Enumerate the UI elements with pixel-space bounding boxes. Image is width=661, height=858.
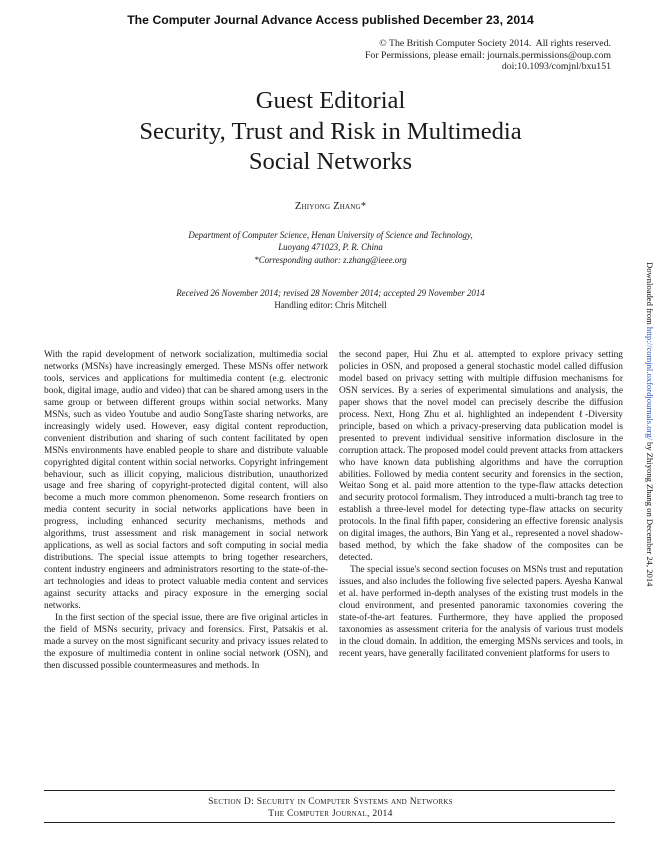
copyright-notice: © The British Computer Society 2014. All rights reserved. For Permissions, please email: journals.permissions@oup.com doi:10.1093/comjnl/bxu151 (364, 38, 611, 72)
paragraph: the second paper, Hui Zhu et al. attempted to explore privacy setting policies in OSN, and proposed a general stochastic model called diffusion model based on privacy setting with multiple diffusion mechanisms for OSN services. By a series of experimental simulations and analysis, the paper shows that the novel model can precisely describe the diffusion process. Next, Hong Zhu et al. highlighted an independent ℓ-Diversity principle, based on which a privacy-preserving data publication model is presented to prevent individual sensitive information disclosure in the corruption attack. The proposed model could prevent attacks from attackers who have known data publishing algorithms and have the corruption abilities. Followed by media content security and forensics in the section, Weitao Song et al. paid more attention to the type-flaw attacks detection and security protocol formalism. They introduced a multi-branch tag tree to establish a three-level model for detecting type-flaw attacks on security protocols. In the final fifth paper, considering an effective forensic analysis on digital images, the authors, Bin Yang et al., represented a novel shadow-based method, by which the fake shadow of the composites can be detected. (339, 350, 623, 564)
footer-rule-bottom (44, 822, 615, 823)
title-line-2: Security, Trust and Risk in Multimedia (139, 117, 522, 145)
title-line-1: Guest Editorial (255, 87, 406, 114)
download-note-suffix: by Zhiyong Zhang on December 24, 2014 (645, 439, 655, 587)
body-column-left (44, 350, 328, 673)
paragraph: With the rapid development of network socialization, multimedia social networks (MSNs) have increasingly emerged. These MSNs offer network tools, services and applications for multimedia content (e.g. electronic book, digital image, audio and video) that can be shared among users in the same group or between different groups within social networks. Many MSNs, such as video Youtube and audio SongTaste sharing networks, are increasingly widely used. However, easy digital content reproduction, convenient distribution and sharing of such content facilitated by open MSNs environments have enabled people to share and distribute valuable copyrighted digital content within social networks. Copyright infringement behaviour, such as illicit copying, malicious distribution, unauthorized usage and free sharing of copyright-protected digital content, will also become a much more common phenomenon. Some research frontiers on media content security in social networks applications have been in progress, including enhanced security mechanisms, methods and algorithms, trust assessment and risk management in social network applications, as well as social factors and soft computing in social media distributions. The special issue attempts to bring together researchers, content industry engineers and administrators resorting to the state-of-the-art technologies and ideas to protect valuable media content and services against security attacks and piracy exposure in the emerging social networks. (44, 350, 328, 612)
article-dates (0, 287, 661, 312)
affiliation-line-1: Department of Computer Science, Henan University of Science and Technology, (188, 230, 473, 240)
received-dates: Received 26 November 2014; revised 28 November 2014; accepted 29 November 2014 (176, 288, 485, 298)
paragraph: The special issue's second section focuses on MSNs trust and reputation issues, and also includes the following five selected papers. Ayesha Kanwal et al. have performed in-depth analyses of the existing trust models in the cloud environment, and presented panoramic taxonomies covering the state-of-the-art features. Furthermore, they have applied the proposed taxonomies as assessment criteria for the analysis of various trust models in the cloud domain. In addition, the emerging MSNs services and tools, in recent years, have generally facilitated convenient platforms for users to (339, 565, 623, 659)
handling-editor: Handling editor: Chris Mitchell (274, 300, 387, 311)
journal-banner: The Computer Journal Advance Access published December 23, 2014 (127, 13, 534, 27)
footer-section: Section D: Security in Computer Systems and Networks (208, 796, 453, 807)
paragraph: In the first section of the special issue, there are five original articles in the field of MSNs security, privacy and forensics. First, Patsakis et al. made a survey on the most significant security and privacy issues related to the exposure of multimedia content in online social network (OSN), and then discussed possible countermeasures and methods. In (44, 612, 328, 671)
author-name (0, 201, 661, 212)
footer-journal: The Computer Journal, 2014 (268, 807, 393, 819)
download-note (640, 262, 656, 587)
article-title (0, 86, 661, 178)
download-link[interactable]: http://comjnl.oxfordjournals.org/ (645, 326, 655, 440)
footer (0, 796, 661, 819)
download-note-prefix: Downloaded from (645, 262, 655, 327)
affiliation-line-2: Luoyang 471023, P. R. China (278, 242, 383, 253)
corresponding-author: *Corresponding author: z.zhang@ieee.org (254, 254, 407, 265)
title-line-3: Social Networks (248, 148, 413, 175)
affiliation (0, 229, 661, 266)
author-label: Zhiyong Zhang* (294, 201, 367, 212)
body-column-right (339, 350, 623, 661)
footer-rule-top (44, 790, 615, 791)
